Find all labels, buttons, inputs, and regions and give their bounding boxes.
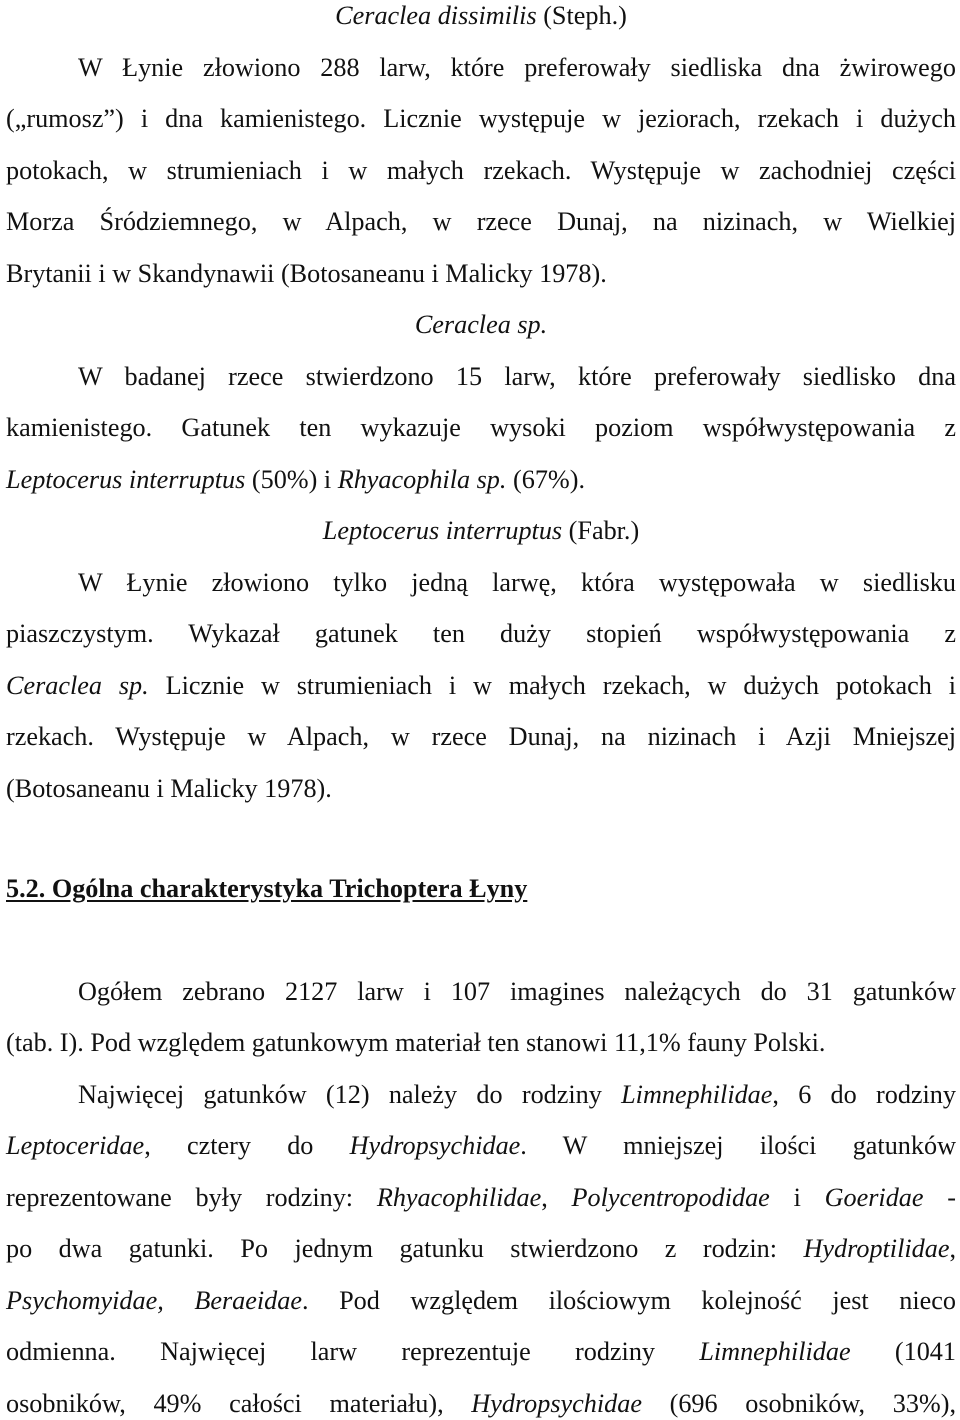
text-line: Psychomyidae, Beraeidae. Pod względem ilościowym kolejność jest nieco bbox=[6, 1286, 956, 1315]
text-line: W Łynie złowiono tylko jedną larwę, która występowała w siedlisku bbox=[78, 568, 956, 597]
text-line: Brytanii i w Skandynawii (Botosaneanu i Malicky 1978). bbox=[6, 259, 607, 288]
text-line: rzekach. Występuje w Alpach, w rzece Dunaj, na nizinach i Azji Mniejszej bbox=[6, 722, 956, 751]
text-line: Ceraclea sp. Licznie w strumieniach i w małych rzekach, w dużych potokach i bbox=[6, 671, 956, 700]
text-line: Leptocerus interruptus (50%) i Rhyacophila sp. (67%). bbox=[6, 465, 585, 494]
section-heading: 5.2. Ogólna charakterystyka Trichoptera Łyny bbox=[6, 874, 528, 903]
text-line: („rumosz”) i dna kamienistego. Licznie występuje w jeziorach, rzekach i dużych bbox=[6, 104, 956, 133]
text-line: reprezentowane były rodziny: Rhyacophilidae, Polycentropodidae i Goeridae - bbox=[6, 1183, 957, 1212]
text-line: Leptoceridae, cztery do Hydropsychidae. W mniejszej ilości gatunków bbox=[6, 1131, 956, 1160]
species-heading-ceraclea-dissimilis: Ceraclea dissimilis (Steph.) bbox=[335, 1, 627, 30]
text-line: (tab. I). Pod względem gatunkowym materiał ten stanowi 11,1% fauny Polski. bbox=[6, 1028, 826, 1057]
text-line: kamienistego. Gatunek ten wykazuje wysoki poziom współwystępowania z bbox=[6, 413, 956, 442]
text-line: W badanej rzece stwierdzono 15 larw, które preferowały siedlisko dna bbox=[78, 362, 956, 391]
text-line: potokach, w strumieniach i w małych rzekach. Występuje w zachodniej części bbox=[6, 156, 956, 185]
species-heading-ceraclea-sp: Ceraclea sp. bbox=[414, 310, 548, 339]
text-line: Morza Śródziemnego, w Alpach, w rzece Dunaj, na nizinach, w Wielkiej bbox=[6, 207, 956, 236]
species-heading-leptocerus-interruptus: Leptocerus interruptus (Fabr.) bbox=[322, 516, 640, 545]
text-line: (Botosaneanu i Malicky 1978). bbox=[6, 774, 332, 803]
text-line: W Łynie złowiono 288 larw, które preferowały siedliska dna żwirowego bbox=[78, 53, 956, 82]
text-line: piaszczystym. Wykazał gatunek ten duży stopień współwystępowania z bbox=[6, 619, 956, 648]
text-line: Ogółem zebrano 2127 larw i 107 imagines należących do 31 gatunków bbox=[78, 977, 956, 1006]
text-line: po dwa gatunki. Po jednym gatunku stwierdzono z rodzin: Hydroptilidae, bbox=[6, 1234, 956, 1263]
text-line: Najwięcej gatunków (12) należy do rodziny Limnephilidae, 6 do rodziny bbox=[78, 1080, 956, 1109]
text-line: osobników, 49% całości materiału), Hydropsychidae (696 osobników, 33%), bbox=[6, 1389, 956, 1418]
text-line: odmienna. Najwięcej larw reprezentuje rodziny Limnephilidae (1041 bbox=[6, 1337, 956, 1366]
